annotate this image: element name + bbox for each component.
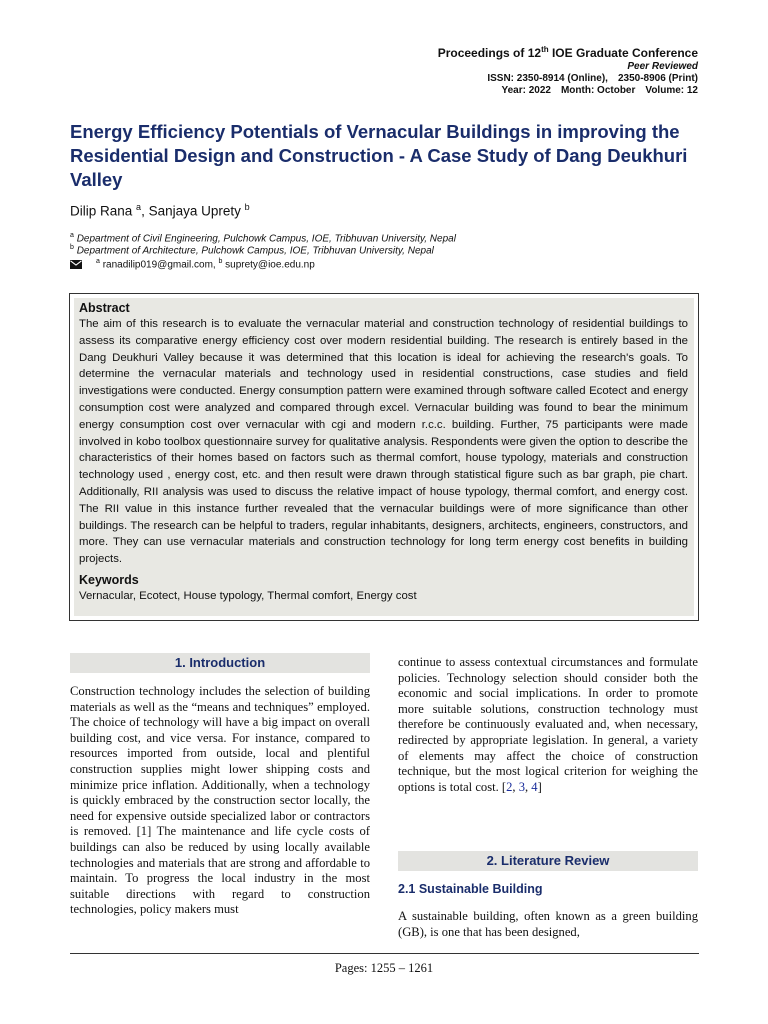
left-column [70, 684, 370, 918]
abstract-panel [74, 298, 694, 616]
keywords-heading: Keywords [79, 572, 139, 587]
section-heading-literature-review: 2. Literature Review [398, 851, 698, 871]
citation-link[interactable]: 4 [531, 779, 538, 794]
email-line: $^a$ ranadilip019@gmail.com, $^b$ suprety@ioe.edu.np [70, 258, 315, 270]
keywords-text: Vernacular, Ecotect, House typology, Thermal comfort, Energy cost [79, 589, 417, 602]
email-b[interactable]: suprety@ioe.edu.np [225, 259, 315, 271]
citation-link[interactable]: 2 [506, 779, 513, 794]
author-name: Sanjaya Uprety [148, 203, 241, 219]
section-heading-introduction: 1. Introduction [70, 653, 370, 673]
issn-line: ISSN: 2350-8914 (Online), 2350-8906 (Print) [487, 73, 698, 84]
intro-paragraph-1: Construction technology includes the selection of building materials as well as the “means and techniques” employed. The choice of technology will have a big impact on overall building cost, and vice versa. For instance, compared to resources imported from outside, local and plentiful construction supplies might lower shipping costs and minimize price inflation. Additionally, when a technology is quickly embraced by the construction sector locally, the need for expensive outside specialized labor or contractors is removed. [1] The maintenance and life cycle costs of buildings can also be reduced by using locally available technologies and materials that are strong and affordable to maintain. To progress the local industry in the most suitable directions with regard to construction technologies, policy makers must [70, 684, 370, 917]
volume-line: Year: 2022 Month: October Volume: 12 [501, 85, 698, 96]
conference-name: Proceedings of 12th IOE Graduate Conference [437, 45, 698, 60]
lit-column [398, 909, 698, 940]
lit-paragraph: A sustainable building, often known as a green building (GB), is one that has been designed, [398, 909, 698, 939]
footer-divider [70, 953, 699, 954]
peer-reviewed-label: Peer Reviewed [627, 61, 698, 72]
author-list: Dilip Rana $^a$, Sanjaya Uprety $^b$ [70, 202, 250, 219]
author-name: Dilip Rana [70, 203, 133, 219]
abstract-heading: Abstract [79, 301, 130, 315]
paper-title: Energy Efficiency Potentials of Vernacular Buildings in improving the Residential Design and Construction - A Case Study of Dang Deukhuri Valley [70, 121, 688, 190]
journal-header [438, 42, 698, 97]
envelope-icon [70, 260, 82, 269]
subsection-heading: 2.1 Sustainable Building [398, 882, 543, 896]
page-range: Pages: 1255 – 1261 [334, 961, 434, 975]
intro-paragraph-2: continue to assess contextual circumstances and formulate policies. Technology selection should consider both the economic and social implications. In order to promote more suitable solutions, construction technology must therefore be continuously evaluated and, when necessary, redirected by appropriate legislation. In general, a variety of elements may affect the choice of construction technique, but the most logical criterion for weighing the options is total cost. [2, 3, 4] [398, 655, 698, 794]
abstract-text: The aim of this research is to evaluate the vernacular material and construction technology of residential buildings to assess its comparative energy efficiency cost over modern residential building. The research is entirely based in the Dang Deukhuri Valley because it was determined that this location is ideal for achieving the research's goals. To determine the vernacular materials and technology used in residential constructions, case studies and field investigations were conducted. Energy consumption pattern were examined through software called Ecotect and energy consumption cost were analyzed and compared through excel. Vernacular building was found to bear the minimum energy consumption cost over vernacular with cgi and modern r.c.c. building. Further, 75 participants were made involved in kobo toolbox questionnaire survey for qualitative analysis. Respondents were given the option to describe the characteristics of their homes based on factors such as thermal comfort, house typology, materials and construction technology used , energy cost, etc. and then result were drawn through statistical figure such as bar graph, pie chart. Additionally, RII analysis was used to discuss the relative impact of house typology, thermal comfort, and energy cost. The RII value in this instance further revealed that the vernacular buildings were of more significance than other buildings. The research can be helpful to traders, regular inhabitants, designers, architects, engineers, constructors, and more. They can use vernacular materials and construction technology for long term energy cost benefits in building projects. [79, 318, 688, 566]
affiliation-b: $^b$ Department of Architecture, Pulchowk Campus, IOE, Tribhuvan University, Nepal [70, 244, 434, 257]
affiliation-a: $^a$ Department of Civil Engineering, Pulchowk Campus, IOE, Tribhuvan University, Nepal [70, 232, 456, 245]
citation-link[interactable]: 3 [518, 779, 525, 794]
email-a[interactable]: ranadilip019@gmail.com, [102, 259, 216, 271]
abstract-box [69, 293, 699, 621]
right-column [398, 655, 698, 795]
